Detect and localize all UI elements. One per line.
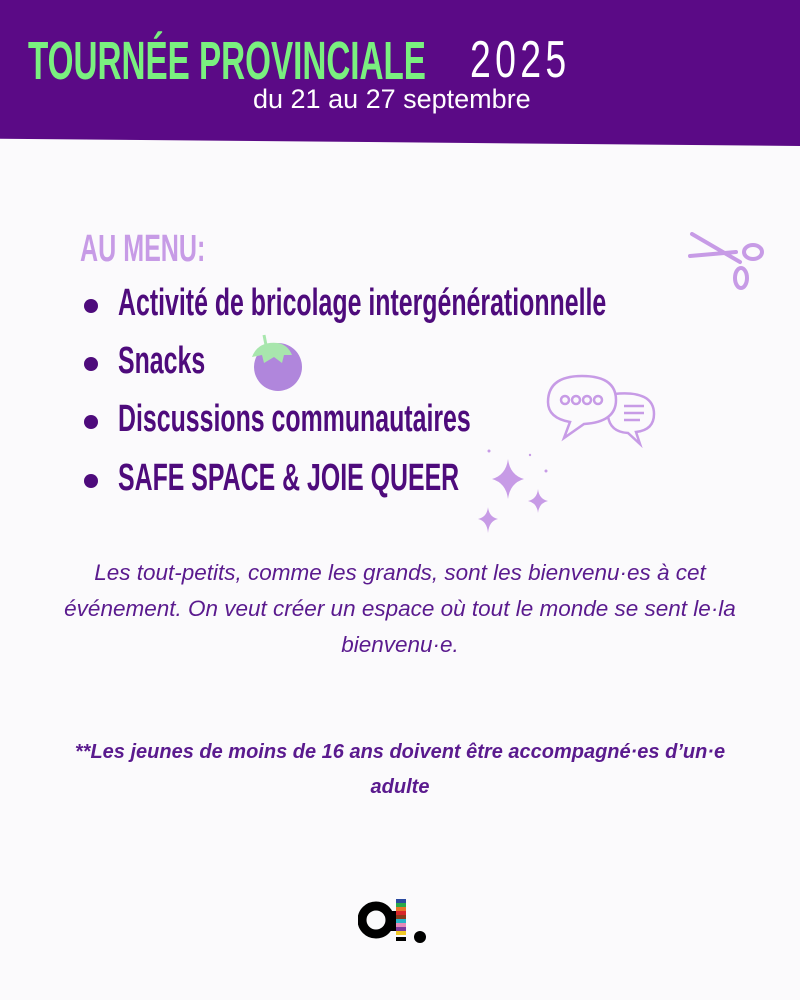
scissors-icon [688, 232, 768, 296]
menu-item: Activité de bricolage intergénérationnelle [118, 282, 607, 324]
age-note: **Les jeunes de moins de 16 ans doivent être accompagné·es d’un·e adulte [74, 741, 726, 798]
description-text: Les tout-petits, comme les grands, sont les bienvenu·es à cet événement. On veut créer un espace où tout le monde se sent le·la bienvenu·e. [64, 560, 736, 657]
organization-logo [358, 895, 430, 945]
sparkles-icon [472, 445, 556, 537]
bullet-icon [84, 474, 98, 488]
event-year: 2025 [470, 31, 571, 89]
bullet-icon [84, 357, 98, 371]
strawberry-icon [248, 333, 306, 393]
menu-item: Snacks [118, 340, 206, 382]
bullet-icon [84, 299, 98, 313]
menu-item: SAFE SPACE & JOIE QUEER [118, 457, 460, 499]
speech-bubbles-icon [544, 372, 658, 448]
event-title: TOURNÉE PROVINCIALE [28, 31, 426, 91]
bullet-icon [84, 415, 98, 429]
menu-item: Discussions communautaires [118, 398, 471, 440]
menu-heading: AU MENU: [80, 228, 206, 270]
event-dates: du 21 au 27 septembre [253, 84, 531, 114]
